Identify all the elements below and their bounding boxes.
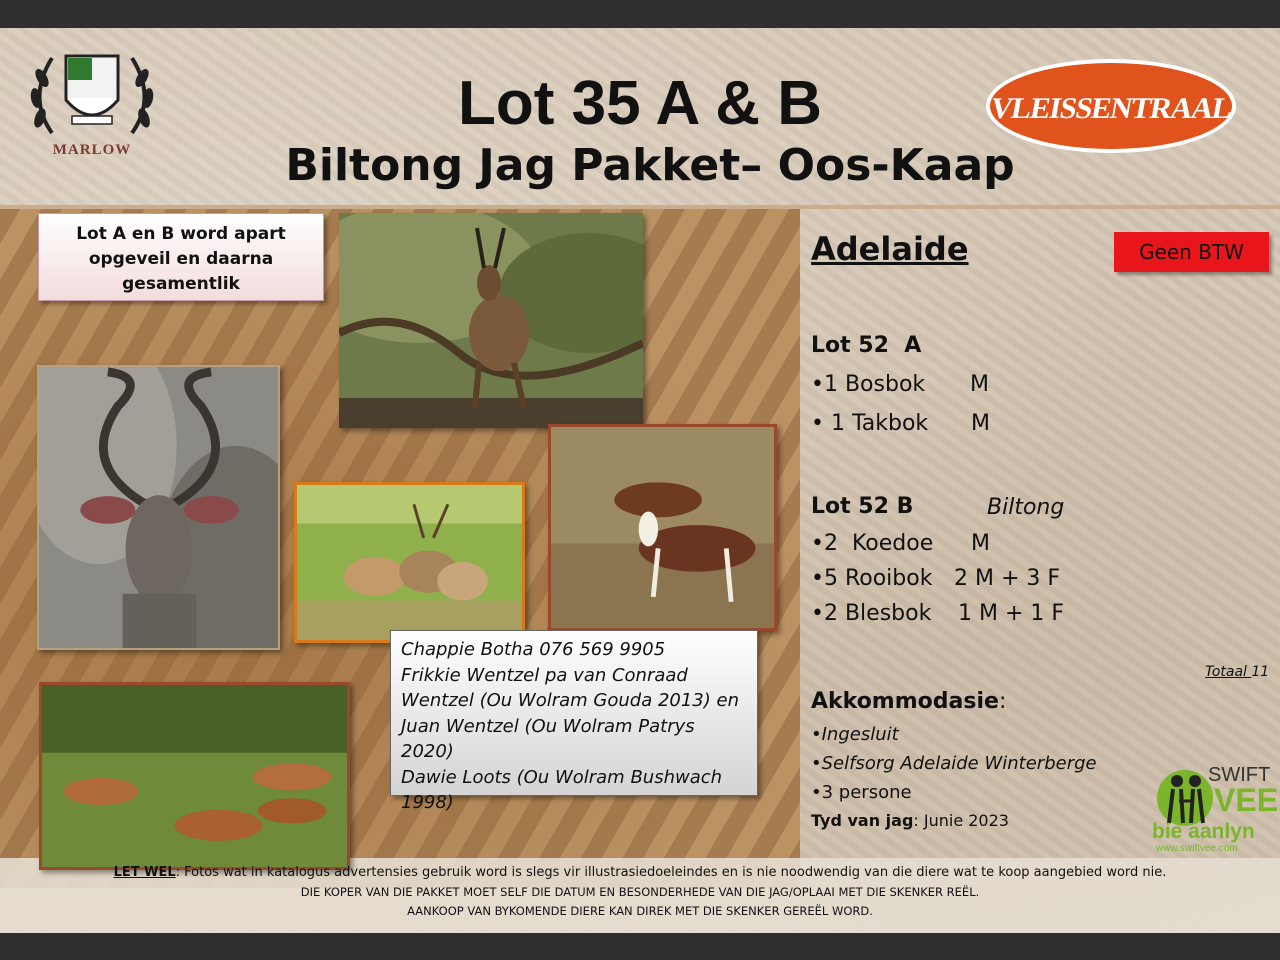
vleissentraal-logo-text: VLEISSENTRAAL [987, 92, 1235, 125]
let-wel-label: LET WEL [113, 865, 176, 880]
footer-line2: DIE KOPER VAN DIE PAKKET MOET SELF DIE DATUM EN BESONDERHEDE VAN DIE JAG/OPLAAI MET DIE SKENKER REËL. [300, 885, 980, 899]
lot-b-tag: Biltong [987, 495, 1065, 520]
impala-photo [39, 682, 350, 870]
contact-line: Dawie Loots (Ou Wolram Bushwach [401, 766, 723, 788]
lot-a-item: • 1 Takbok [811, 411, 929, 436]
page-subtitle: Biltong Jag Pakket– Oos-Kaap [285, 140, 1015, 191]
lot-a-heading: Lot 52 A [811, 333, 922, 358]
swiftvee-url: www.swiftvee.com [1156, 843, 1238, 854]
lot-b-item: •2 Koedoe [811, 531, 934, 556]
bushbuck-photo [339, 213, 643, 428]
footer-line3: AANKOOP VAN BYKOMENDE DIERE KAN DIREK MET DIE SKENKER GEREËL WORD. [407, 904, 873, 918]
blesbok-photo [548, 424, 777, 631]
page-title: Lot 35 A & B [458, 69, 822, 138]
hunt-time-label: Tyd van jag [811, 811, 914, 830]
total-value: 11 [1251, 664, 1270, 680]
accommodation-item: •3 persone [811, 782, 912, 803]
lot-b-item: •2 Blesbok [811, 601, 932, 626]
lot-b-item-sex: 1 M + 1 F [958, 601, 1065, 626]
accommodation-colon: : [998, 689, 1007, 714]
hunt-time-value: : Junie 2023 [913, 811, 1009, 830]
swiftvee-bottom: bie aanlyn [1152, 820, 1255, 843]
swiftvee-logo [1150, 758, 1279, 858]
total-count [1205, 664, 1269, 680]
contact-line: 1998) [401, 792, 454, 813]
accommodation-item: •Selfsorg Adelaide Winterberge [811, 753, 1097, 774]
note-line: gesamentlik [122, 274, 240, 294]
swiftvee-mid: VEE [1214, 782, 1279, 818]
footer-notice [0, 865, 1280, 880]
lot-a-item: •1 Bosbok [811, 372, 926, 397]
kudu-photo [37, 365, 280, 650]
lot-b-item-sex: 2 M + 3 F [954, 566, 1061, 591]
contact-line: Frikkie Wentzel pa van Conraad [401, 664, 688, 686]
slide [0, 28, 1280, 933]
lot-b-item: •5 Rooibok [811, 566, 933, 591]
contact-line: Chappie Botha 076 569 9905 [401, 639, 666, 660]
contact-line: Wentzel (Ou Wolram Gouda 2013) en [401, 690, 739, 711]
contact-box [390, 630, 758, 813]
accommodation-heading [811, 689, 1006, 714]
accommodation-item: •Ingesluit [811, 724, 899, 745]
lot-b-heading: Lot 52 B [811, 494, 914, 519]
contact-line: Juan Wentzel (Ou Wolram Patrys 2020) [401, 715, 695, 762]
total-label: Totaal [1205, 664, 1252, 680]
header-divider [0, 205, 1280, 209]
hunt-time [811, 811, 1009, 830]
marlow-logo-text: MARLOW [52, 142, 132, 158]
fallow-deer-photo [294, 482, 525, 643]
vat-badge: Geen BTW [1114, 232, 1269, 272]
location-heading: Adelaide [811, 230, 969, 268]
footer-line1: : Fotos wat in katalogus advertensies gebruik word is slegs vir illustrasiedoeleindes en is nie noodwendig van die diere wat te koop aangebied word nie. [175, 865, 1167, 880]
note-line: Lot A en B word apart [76, 224, 286, 244]
note-line: opgeveil en daarna [88, 249, 274, 269]
lot-a-item-sex: M [971, 411, 990, 436]
lot-b-item-sex: M [971, 531, 990, 556]
auction-note-box [38, 213, 324, 301]
swiftvee-top: SWIFT [1208, 764, 1271, 786]
accommodation-label: Akkommodasie [811, 689, 999, 714]
lot-a-item-sex: M [970, 372, 989, 397]
